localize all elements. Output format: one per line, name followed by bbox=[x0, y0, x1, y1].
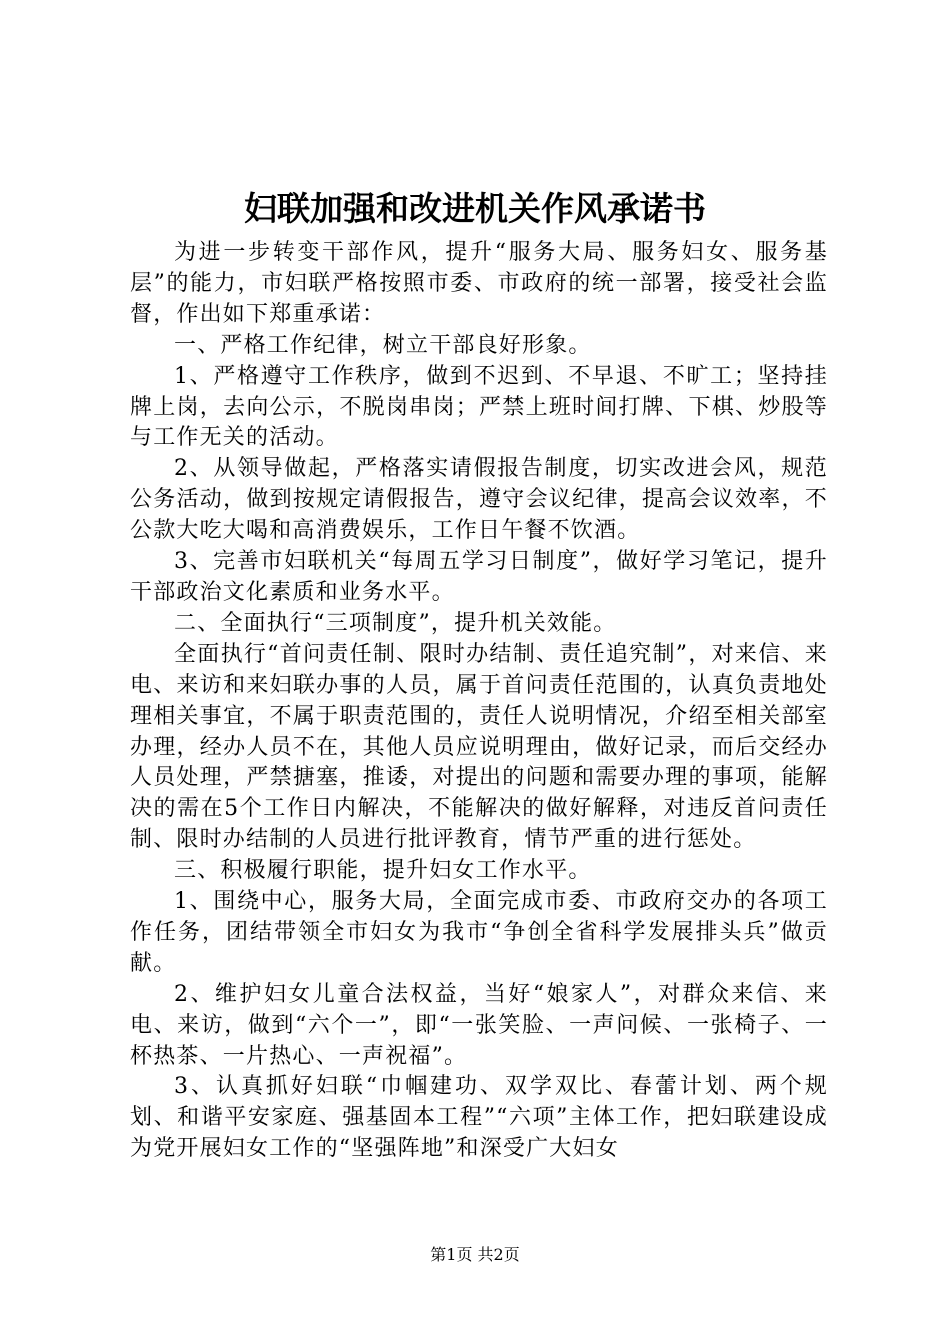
paragraph-2-1: 全面执行“首问责任制、限时办结制、责任追究制”，对来信、来电、来访和来妇联办事的人员，属于首问责任范围的，认真负责地处理相关事宜，不属于职责范围的，责任人说明情况，介绍至相关部室办理，经办人员不在，其他人员应说明理由，做好记录，而后交经办人员处理，严禁搪塞，推诿，对提出的问题和需要办理的事项，能解决的需在5个工作日内解决，不能解决的做好解释，对违反首问责任制、限时办结制的人员进行批评教育，情节严重的进行惩处。 bbox=[130, 641, 828, 853]
paragraph-1-3: 3、完善市妇联机关“每周五学习日制度”，做好学习笔记，提升干部政治文化素质和业务水平。 bbox=[130, 549, 828, 605]
paragraph-1-1: 1、严格遵守工作秩序，做到不迟到、不早退、不旷工；坚持挂牌上岗，去向公示，不脱岗串岗；严禁上班时间打牌、下棋、炒股等与工作无关的活动。 bbox=[130, 363, 828, 451]
paragraph-1-2: 2、从领导做起，严格落实请假报告制度，切实改进会风，规范公务活动，做到按规定请假报告，遵守会议纪律，提高会议效率，不公款大吃大喝和高消费娱乐，工作日午餐不饮酒。 bbox=[130, 456, 828, 544]
paragraph-3-2: 2、维护妇女儿童合法权益，当好“娘家人”，对群众来信、来电、来访，做到“六个一”，即“一张笑脸、一声问候、一张椅子、一杯热茶、一片热心、一声祝福”。 bbox=[130, 981, 828, 1069]
page-number-footer: 第1页 共2页 bbox=[430, 1245, 520, 1264]
paragraph-intro: 为进一步转变干部作风，提升“服务大局、服务妇女、服务基层”的能力，市妇联严格按照市委、市政府的统一部署，接受社会监督，作出如下郑重承诺： bbox=[130, 240, 828, 327]
document-title: 妇联加强和改进机关作风承诺书 bbox=[244, 189, 706, 228]
section-heading-1: 一、严格工作纪律，树立干部良好形象。 bbox=[174, 332, 592, 358]
paragraph-3-1: 1、围绕中心，服务大局，全面完成市委、市政府交办的各项工作任务，团结带领全市妇女为我市“争创全省科学发展排头兵”做贡献。 bbox=[130, 889, 828, 976]
document-body bbox=[130, 238, 828, 1165]
section-heading-2: 二、全面执行“三项制度”，提升机关效能。 bbox=[174, 610, 617, 636]
section-heading-3: 三、积极履行职能，提升妇女工作水平。 bbox=[174, 858, 592, 884]
paragraph-3-3: 3、认真抓好妇联“巾帼建功、双学双比、春蕾计划、两个规划、和谐平安家庭、强基固本工程”“六项”主体工作，把妇联建设成为党开展妇女工作的“坚强阵地”和深受广大妇女 bbox=[130, 1074, 828, 1162]
